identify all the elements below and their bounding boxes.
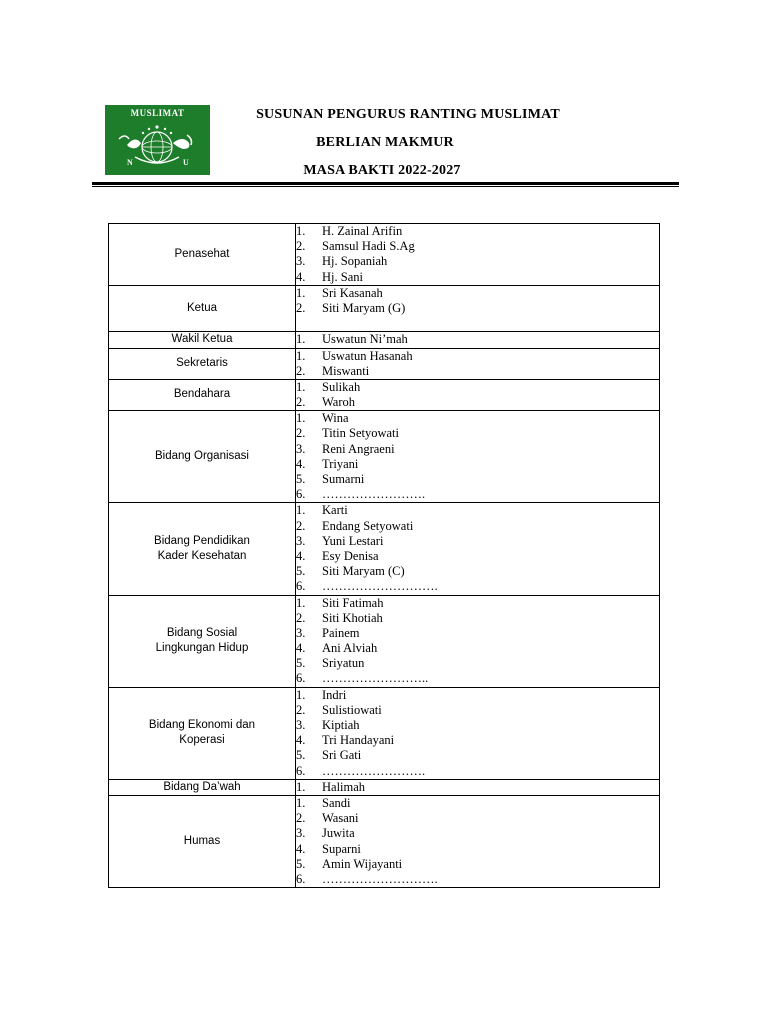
empty-line — [296, 316, 659, 331]
role-label: Ketua — [186, 301, 218, 314]
muslimat-nu-logo — [105, 105, 210, 175]
member-name: Kiptiah — [322, 718, 360, 733]
member-number: 1. — [296, 795, 306, 810]
table-row — [109, 224, 660, 286]
role-cell — [109, 503, 296, 595]
member-item — [296, 688, 659, 703]
member-item — [296, 811, 659, 826]
member-item — [296, 796, 659, 811]
member-number: 1. — [296, 348, 306, 363]
member-name: Sulikah — [322, 379, 361, 394]
member-name: Endang Setyowati — [322, 518, 414, 533]
member-item — [296, 270, 659, 285]
member-name: Halimah — [322, 779, 366, 794]
member-number: 2. — [296, 300, 306, 315]
logo-top-text: MUSLIMAT — [130, 108, 185, 118]
member-item — [296, 764, 659, 779]
member-number: 2. — [296, 811, 306, 826]
logo-letter-u: U — [183, 158, 189, 167]
member-item — [296, 611, 659, 626]
member-number: 1. — [296, 224, 306, 238]
member-name: Painem — [322, 625, 360, 640]
member-item — [296, 733, 659, 748]
member-number: 1. — [296, 411, 306, 426]
member-name: Tri Handayani — [322, 733, 395, 748]
document-title-line1: SUSUNAN PENGURUS RANTING MUSLIMAT — [256, 107, 560, 122]
member-item — [296, 842, 659, 857]
member-number: 3. — [296, 718, 306, 733]
members-cell — [296, 285, 660, 332]
member-name: Juwita — [322, 826, 355, 841]
member-item — [296, 534, 659, 549]
member-name: Amin Wijayanti — [322, 856, 403, 871]
role-cell — [109, 224, 296, 286]
logo-letter-n: N — [127, 158, 133, 167]
member-name: Uswatun Ni’mah — [322, 332, 408, 347]
member-number: 6. — [296, 871, 306, 886]
member-item — [296, 364, 659, 379]
table-row — [109, 411, 660, 503]
member-name: Karti — [322, 503, 348, 518]
member-name: H. Zainal Arifin — [322, 224, 403, 238]
role-cell — [109, 332, 296, 348]
member-name: Triyani — [322, 456, 359, 471]
table-row — [109, 687, 660, 779]
member-number: 3. — [296, 826, 306, 841]
member-name: Waroh — [322, 395, 356, 410]
members-cell — [296, 411, 660, 503]
organization-table — [108, 223, 660, 888]
role-cell — [109, 687, 296, 779]
member-name: Wasani — [322, 811, 359, 826]
role-label: Wakil Ketua — [171, 333, 233, 346]
members-cell — [296, 224, 660, 286]
member-name: Siti Maryam (C) — [322, 564, 405, 579]
member-name: …………………….. — [322, 671, 429, 686]
member-number: 2. — [296, 610, 306, 625]
member-name: ………………………. — [322, 579, 438, 594]
member-name: Indri — [322, 687, 347, 702]
member-name: ………………………. — [322, 871, 438, 886]
member-item — [296, 656, 659, 671]
member-name: Hj. Sani — [322, 269, 363, 284]
table-row — [109, 332, 660, 348]
member-name: Miswanti — [322, 363, 370, 378]
members-cell — [296, 795, 660, 887]
member-item — [296, 564, 659, 579]
role-label: Lingkungan Hidup — [155, 642, 249, 655]
logo-emblem-icon — [105, 105, 210, 175]
role-cell — [109, 411, 296, 503]
member-name: Suparni — [322, 841, 361, 856]
member-number: 6. — [296, 671, 306, 686]
member-item — [296, 826, 659, 841]
role-cell — [109, 595, 296, 687]
role-label: Bidang Organisasi — [155, 450, 249, 463]
member-number: 3. — [296, 254, 306, 269]
role-label: Penasehat — [174, 247, 230, 260]
member-item — [296, 519, 659, 534]
member-name: Sulistiowati — [322, 702, 382, 717]
role-label: Bendahara — [173, 388, 231, 401]
table-row — [109, 348, 660, 379]
member-number: 4. — [296, 841, 306, 856]
member-number: 1. — [296, 332, 306, 347]
member-item — [296, 857, 659, 872]
member-name: Sri Kasanah — [322, 285, 383, 300]
member-name: Sriyatun — [322, 656, 365, 671]
members-cell — [296, 779, 660, 795]
members-cell — [296, 503, 660, 595]
role-cell — [109, 379, 296, 410]
member-item — [296, 395, 659, 410]
table-row — [109, 795, 660, 887]
member-item — [296, 596, 659, 611]
member-item — [296, 332, 659, 347]
member-number: 5. — [296, 748, 306, 763]
member-number: 5. — [296, 656, 306, 671]
member-number: 2. — [296, 363, 306, 378]
table-row — [109, 779, 660, 795]
member-number: 6. — [296, 763, 306, 778]
member-number: 5. — [296, 856, 306, 871]
member-number: 6. — [296, 487, 306, 502]
table-row — [109, 503, 660, 595]
member-item — [296, 426, 659, 441]
member-number: 1. — [296, 503, 306, 518]
members-cell — [296, 348, 660, 379]
member-item — [296, 301, 659, 316]
member-item — [296, 748, 659, 763]
member-item — [296, 457, 659, 472]
member-item — [296, 254, 659, 269]
member-number: 2. — [296, 395, 306, 410]
member-number: 4. — [296, 456, 306, 471]
member-name: Sri Gati — [322, 748, 362, 763]
member-item — [296, 411, 659, 426]
member-name: Yuni Lestari — [322, 533, 384, 548]
member-name: Uswatun Hasanah — [322, 348, 413, 363]
role-label: Bidang Pendidikan — [154, 534, 250, 547]
members-cell — [296, 379, 660, 410]
member-name: Ani Alviah — [322, 641, 378, 656]
member-number: 4. — [296, 733, 306, 748]
role-cell — [109, 795, 296, 887]
member-name: Reni Angraeni — [322, 441, 395, 456]
document-title-line3: MASA BAKTI 2022-2027 — [303, 163, 461, 178]
member-item — [296, 671, 659, 686]
member-name: Hj. Sopaniah — [322, 254, 388, 269]
member-name: Wina — [322, 411, 349, 426]
member-name: Sumarni — [322, 472, 365, 487]
member-item — [296, 487, 659, 502]
member-name: Esy Denisa — [322, 548, 379, 563]
role-label: Sekretaris — [176, 357, 228, 370]
member-item — [296, 503, 659, 518]
header-rule-thin — [92, 186, 679, 187]
member-item — [296, 579, 659, 594]
member-name: Sandi — [322, 795, 351, 810]
member-number: 2. — [296, 518, 306, 533]
member-number: 2. — [296, 426, 306, 441]
member-item — [296, 780, 659, 795]
member-number: 5. — [296, 564, 306, 579]
member-item — [296, 703, 659, 718]
members-cell — [296, 687, 660, 779]
member-name: Samsul Hadi S.Ag — [322, 239, 415, 254]
member-name: Titin Setyowati — [322, 426, 399, 441]
header-rule-thick — [92, 182, 679, 185]
member-number: 2. — [296, 239, 306, 254]
member-item — [296, 224, 659, 239]
member-number: 4. — [296, 548, 306, 563]
member-number: 1. — [296, 285, 306, 300]
member-number: 1. — [296, 595, 306, 610]
member-number: 3. — [296, 625, 306, 640]
role-label: Bidang Ekonomi dan — [148, 719, 256, 731]
member-number: 1. — [296, 779, 306, 794]
role-label: Humas — [183, 834, 221, 847]
role-cell — [109, 348, 296, 379]
member-number: 2. — [296, 702, 306, 717]
member-item — [296, 626, 659, 641]
member-item — [296, 286, 659, 301]
member-name: Siti Maryam (G) — [322, 300, 406, 315]
member-item — [296, 718, 659, 733]
member-name: ……………………. — [322, 487, 426, 502]
member-item — [296, 641, 659, 656]
member-number: 6. — [296, 579, 306, 594]
role-label: Bidang Da’wah — [163, 780, 241, 793]
members-cell — [296, 595, 660, 687]
table-row — [109, 595, 660, 687]
member-number: 1. — [296, 687, 306, 702]
member-item — [296, 549, 659, 564]
document-title-line2: BERLIAN MAKMUR — [316, 135, 454, 150]
role-cell — [109, 285, 296, 332]
role-label: Kader Kesehatan — [157, 549, 247, 562]
member-item — [296, 349, 659, 364]
role-cell — [109, 779, 296, 795]
members-cell — [296, 332, 660, 348]
member-number: 1. — [296, 379, 306, 394]
member-item — [296, 239, 659, 254]
member-name: Siti Fatimah — [322, 595, 384, 610]
member-item — [296, 872, 659, 887]
role-label: Koperasi — [179, 734, 225, 747]
member-name: ……………………. — [322, 763, 426, 778]
role-label: Bidang Sosial — [166, 626, 238, 639]
member-name: Siti Khotiah — [322, 610, 383, 625]
table-row — [109, 379, 660, 410]
table-row — [109, 285, 660, 332]
member-number: 3. — [296, 533, 306, 548]
member-item — [296, 472, 659, 487]
member-item — [296, 442, 659, 457]
member-number: 4. — [296, 641, 306, 656]
member-number: 4. — [296, 269, 306, 284]
member-item — [296, 380, 659, 395]
member-number: 3. — [296, 441, 306, 456]
member-number: 5. — [296, 472, 306, 487]
